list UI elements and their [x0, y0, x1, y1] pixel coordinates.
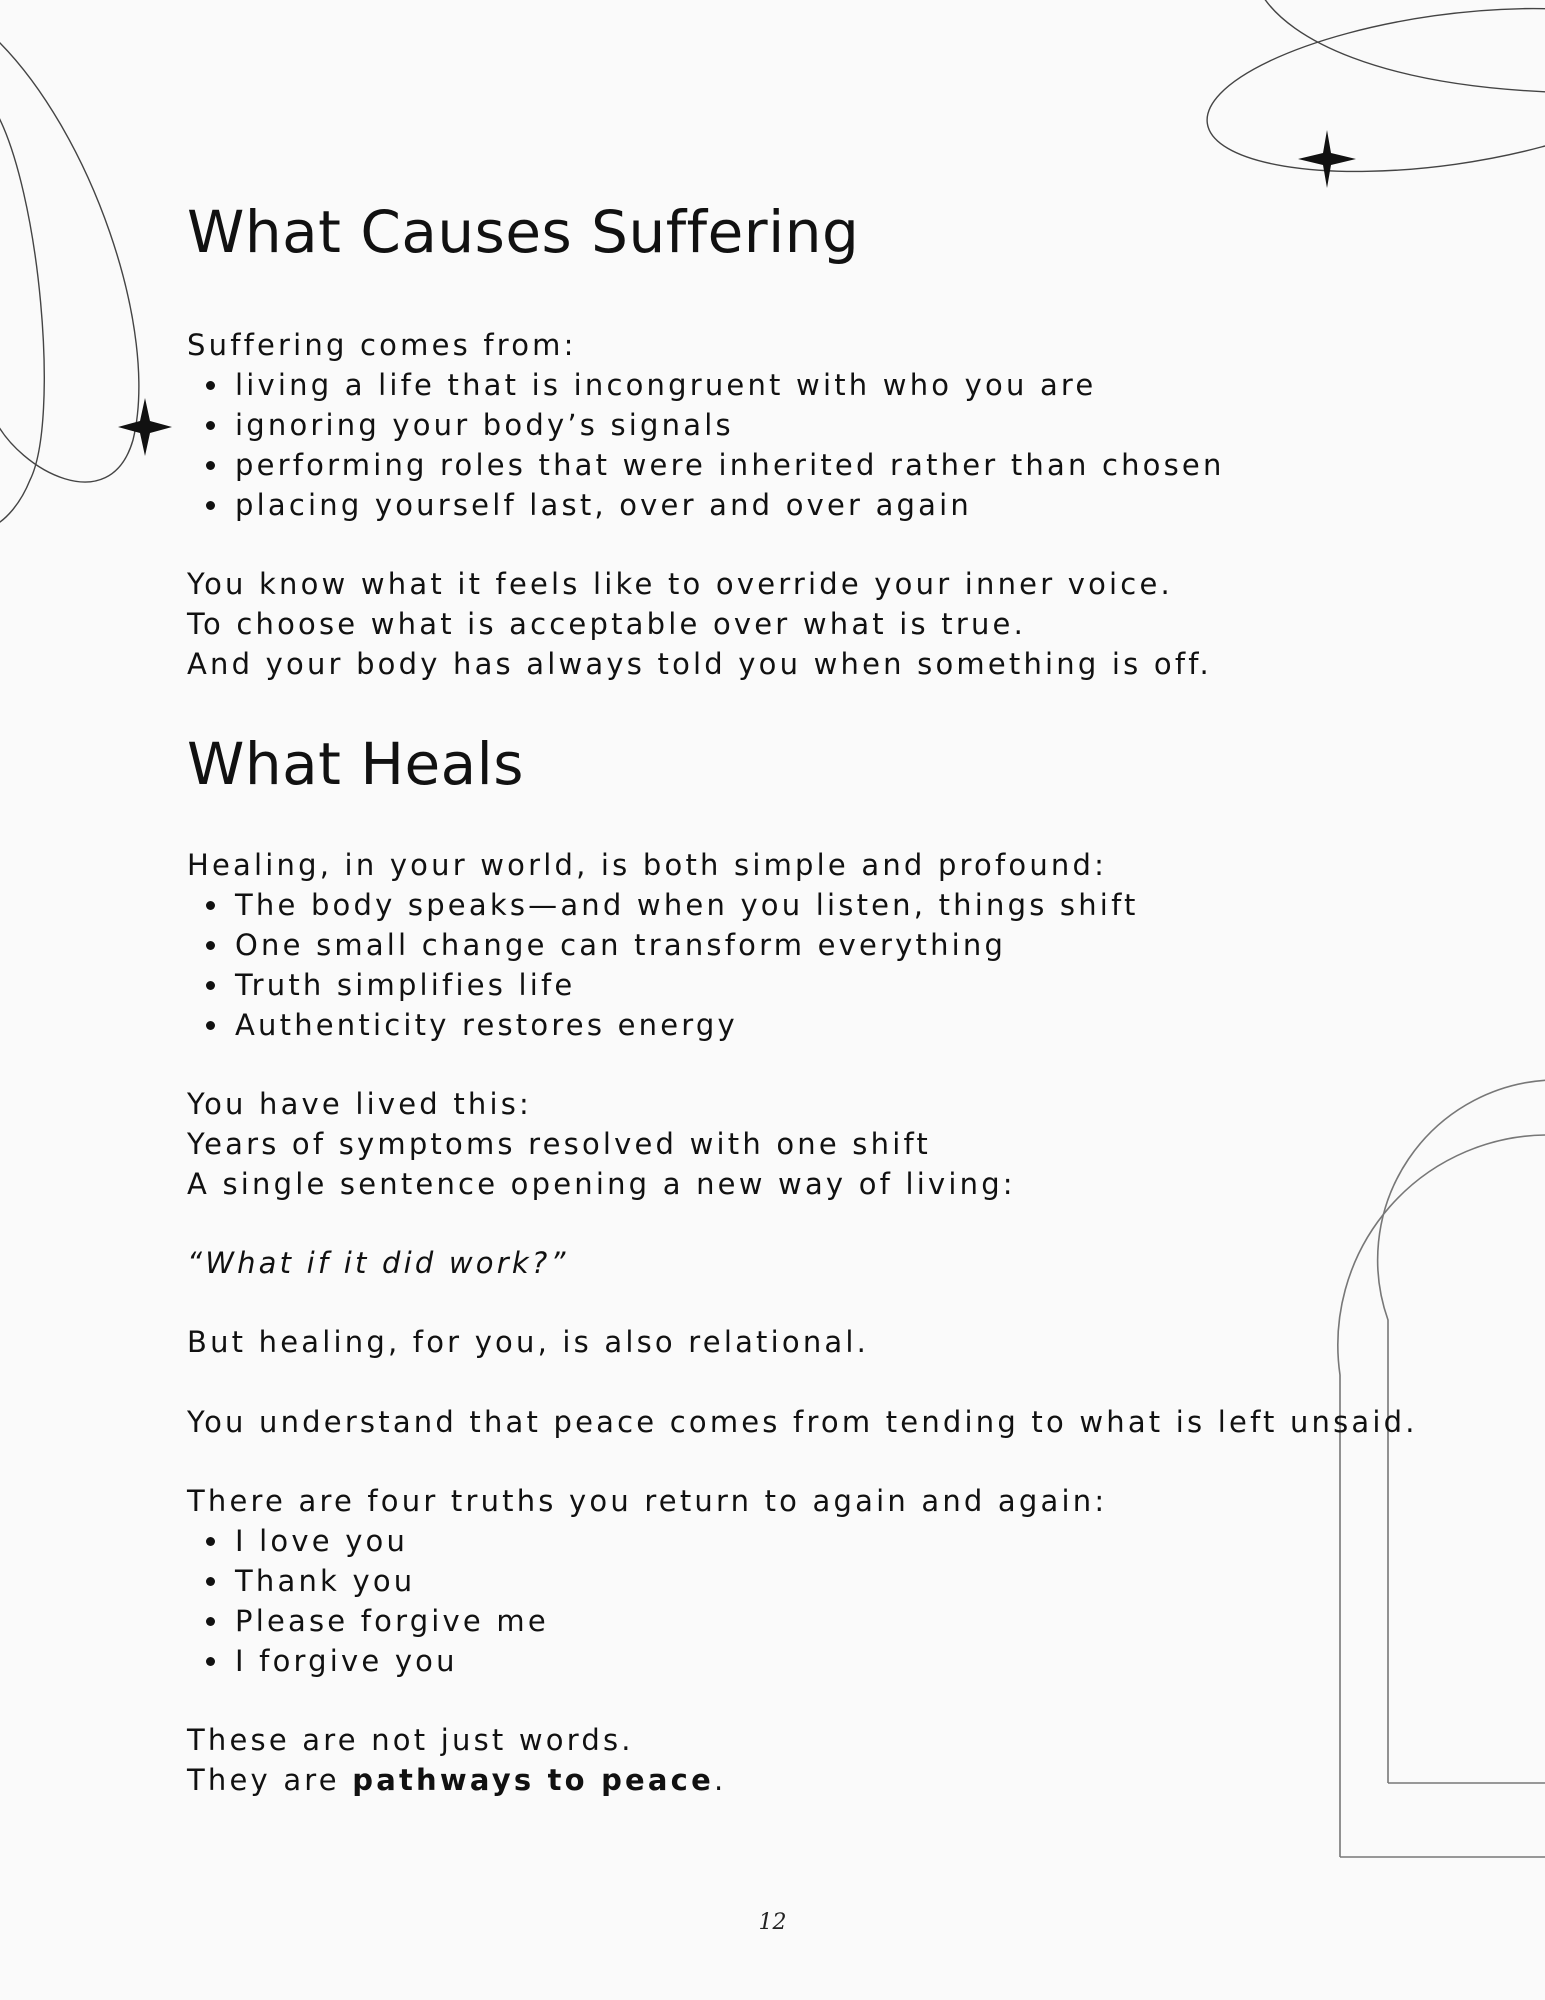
suffering-bullet-3: performing roles that were inherited rather than chosen: [235, 445, 1225, 485]
sparkle-star-right: [1298, 130, 1356, 188]
heading-what-heals: What Heals: [187, 730, 524, 798]
suffering-para-line-1: You know what it feels like to override your inner voice.: [187, 567, 1173, 601]
orbit-line-left-inner: [0, 110, 44, 525]
truth-bullet-2: Thank you: [235, 1561, 415, 1601]
truth-bullet-4: I forgive you: [235, 1641, 458, 1681]
suffering-bullet-4: placing yourself last, over and over again: [235, 485, 972, 525]
closing-bold-phrase: pathways to peace: [352, 1763, 714, 1797]
heals-bullet-2: One small change can transform everything: [235, 925, 1006, 965]
arch-outer: [1338, 1135, 1545, 1857]
lived-line-3: A single sentence opening a new way of living:: [187, 1167, 1016, 1201]
truths-intro: There are four truths you return to again and again:: [187, 1484, 1108, 1518]
quote: “What if it did work?”: [187, 1246, 569, 1280]
heading-what-causes-suffering: What Causes Suffering: [187, 198, 860, 266]
page-number: 12: [758, 1910, 787, 1935]
suffering-bullet-1: living a life that is incongruent with who you are: [235, 365, 1096, 405]
lived-line-1: You have lived this:: [187, 1087, 533, 1121]
closing-prefix: They are: [187, 1763, 353, 1797]
truth-bullet-1: I love you: [235, 1521, 408, 1561]
orbit-ellipse-top-right: [1197, 0, 1545, 198]
relational-line: But healing, for you, is also relational.: [187, 1325, 870, 1359]
sparkle-star-left: [118, 398, 172, 456]
suffering-para-line-3: And your body has always told you when something is off.: [187, 647, 1212, 681]
orbit-line-left-outer: [0, 38, 139, 482]
closing-line-2: [187, 1760, 726, 1800]
heals-intro: Healing, in your world, is both simple and profound:: [187, 848, 1108, 882]
lived-line-2: Years of symptoms resolved with one shift: [187, 1127, 931, 1161]
heals-bullet-4: Authenticity restores energy: [235, 1005, 738, 1045]
closing-suffix: .: [713, 1763, 727, 1797]
suffering-para-line-2: To choose what is acceptable over what is true.: [187, 607, 1027, 641]
suffering-intro: Suffering comes from:: [187, 328, 577, 362]
truth-bullet-3: Please forgive me: [235, 1601, 549, 1641]
peace-line: You understand that peace comes from tending to what is left unsaid.: [187, 1405, 1418, 1439]
closing-line-1: These are not just words.: [187, 1723, 634, 1757]
orbit-arc-top-right: [1262, 0, 1545, 92]
heals-bullet-3: Truth simplifies life: [235, 965, 575, 1005]
heals-bullet-1: The body speaks—and when you listen, things shift: [235, 885, 1139, 925]
suffering-bullet-2: ignoring your body’s signals: [235, 405, 734, 445]
